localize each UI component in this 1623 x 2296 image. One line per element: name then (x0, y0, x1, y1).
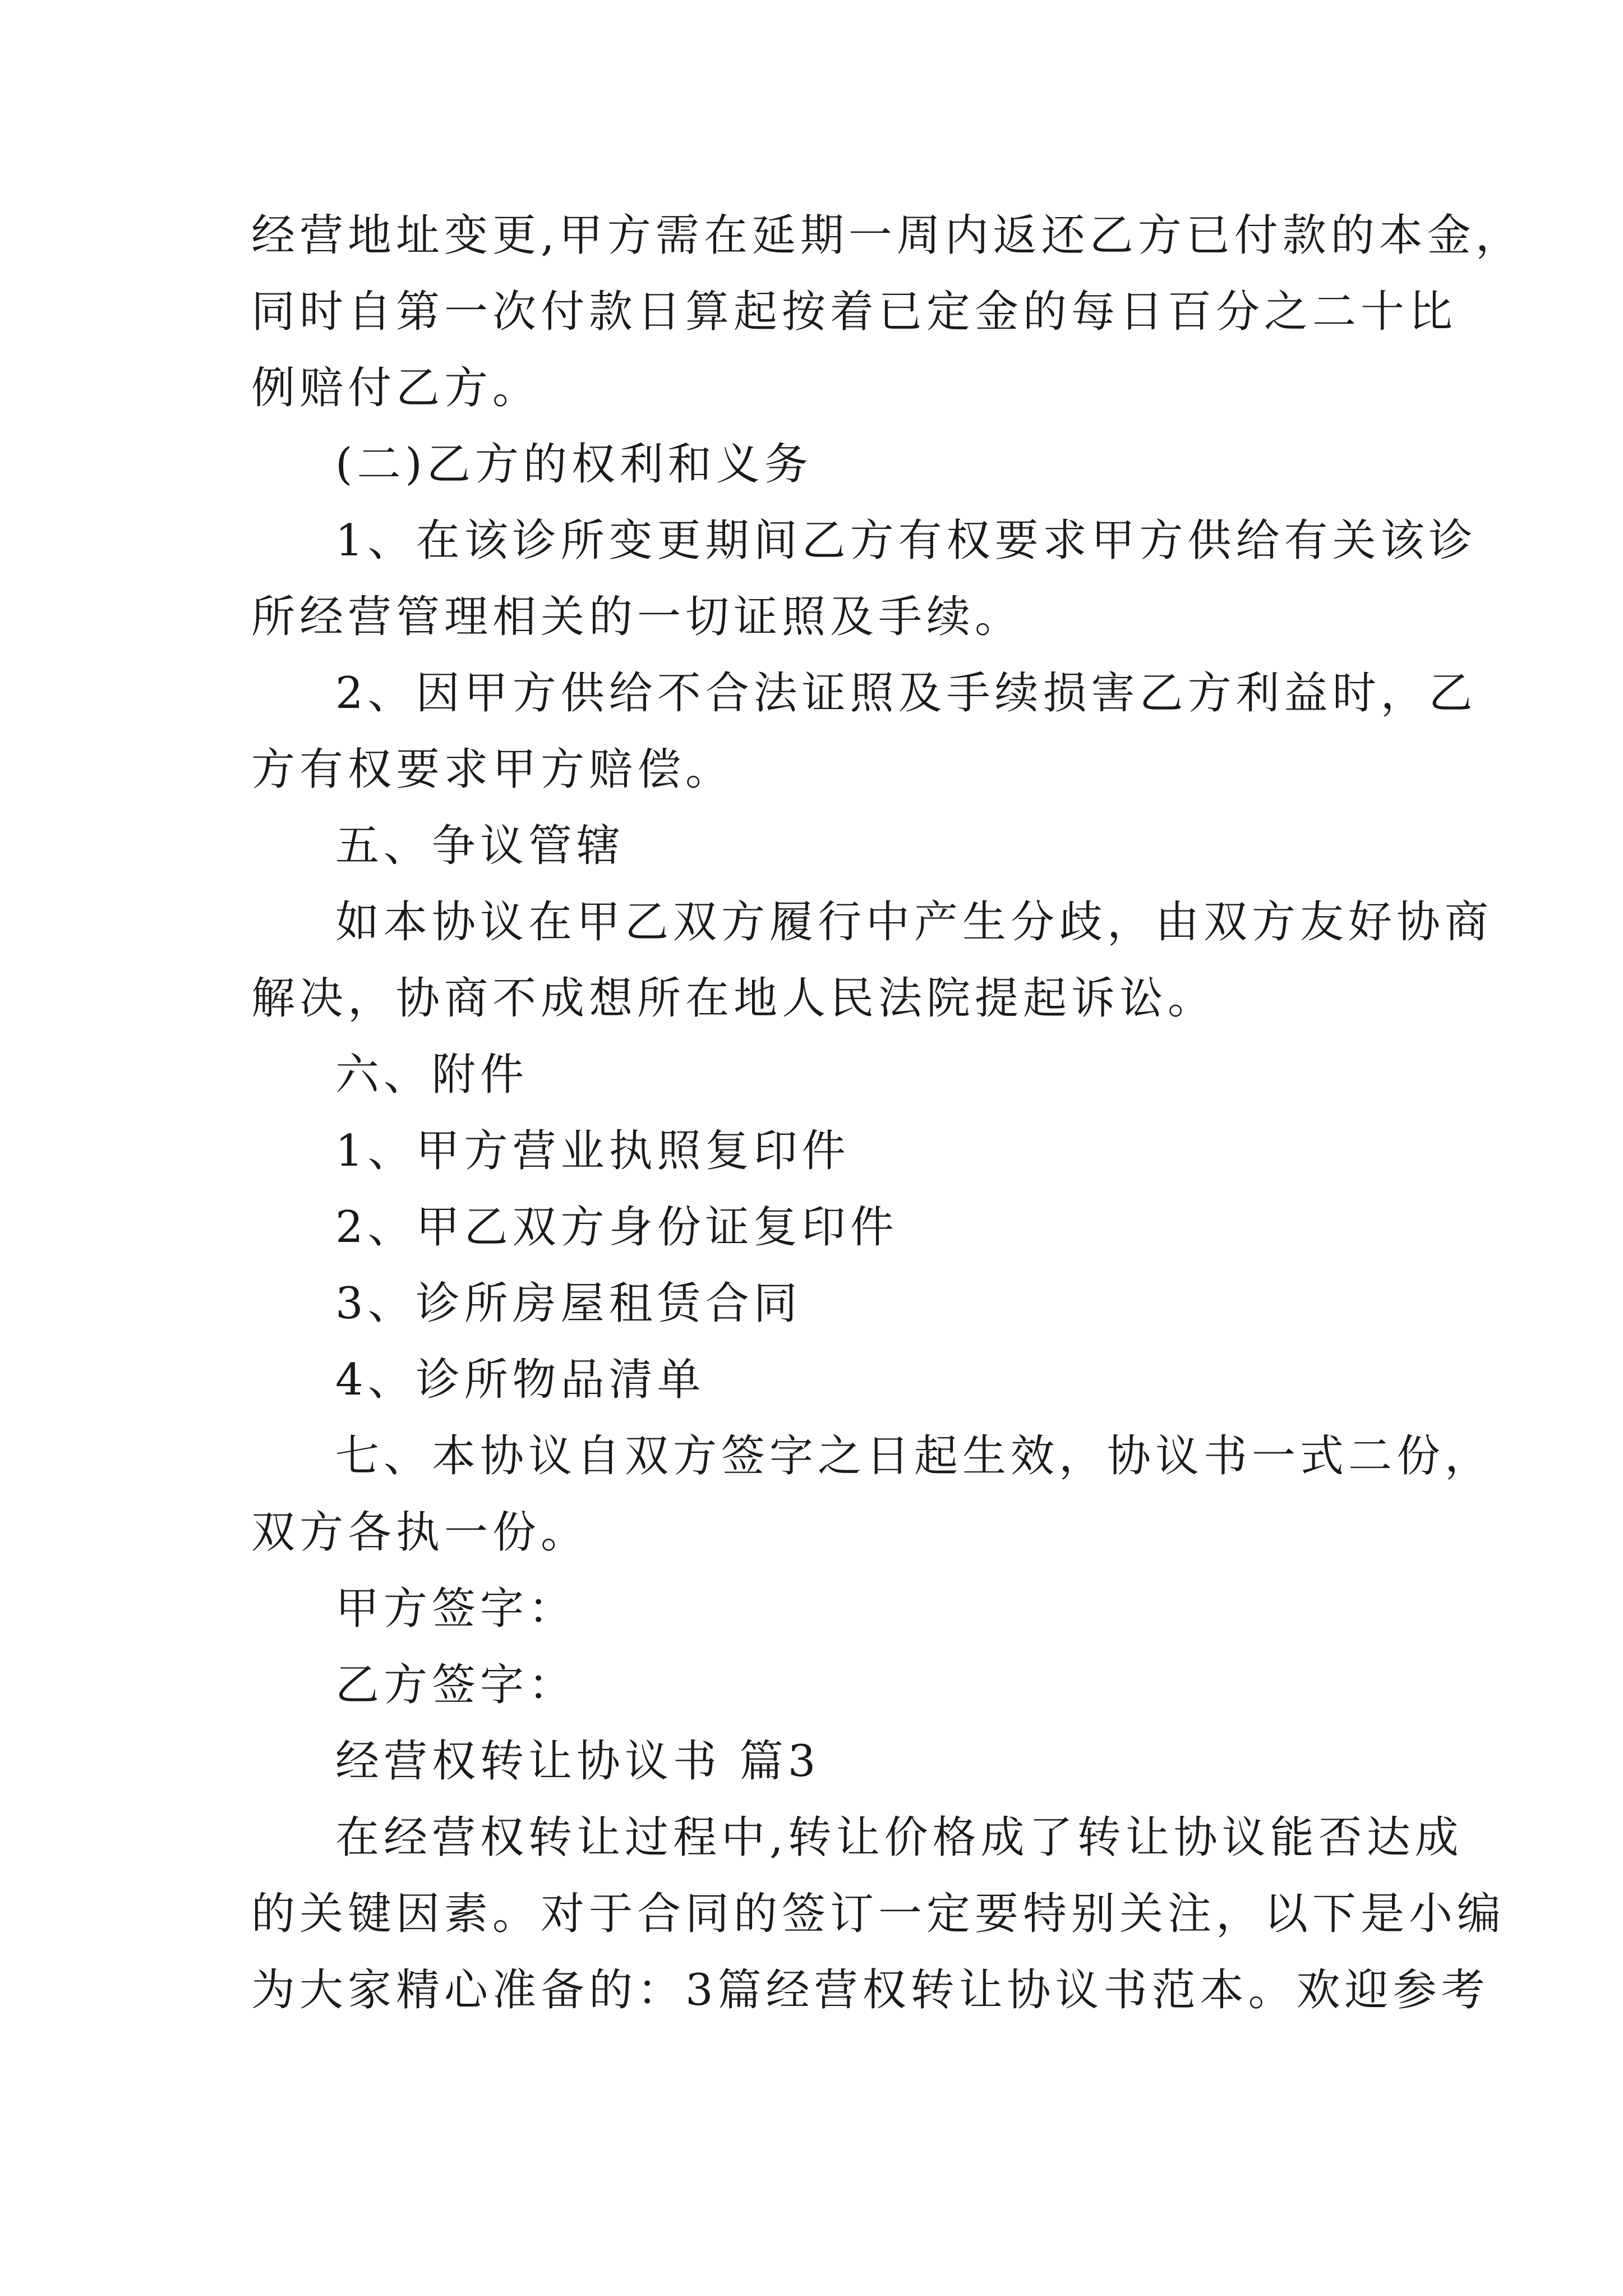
text-line: 如本协议在甲乙双方履行中产生分歧，由双方友好协商 (335, 897, 1493, 947)
list-item: 1、甲方营业执照复印件 (335, 1126, 850, 1176)
text-line: 所经营管理相关的一切证照及手续。 (251, 592, 1023, 642)
section-title: 经营权转让协议书 篇3 (335, 1736, 820, 1787)
document-body (251, 197, 1524, 2028)
text-line: 为大家精心准备的：3篇经营权转让协议书范本。欢迎参考 (251, 1965, 1490, 2016)
section-heading: 五、争议管辖 (335, 821, 625, 871)
text-line: 1、在该诊所变更期间乙方有权要求甲方供给有关该诊 (335, 516, 1477, 566)
text-line: 的关键因素。对于合同的签订一定要特别关注，以下是小编 (251, 1889, 1506, 1939)
section-heading: 六、附件 (335, 1050, 529, 1100)
section-heading: (二)乙方的权利和义务 (335, 439, 813, 490)
list-item: 3、诊所房屋租赁合同 (335, 1278, 802, 1329)
signature-label: 乙方签字： (335, 1660, 577, 1710)
text-line: 解决，协商不成想所在地人民法院提起诉讼。 (251, 973, 1216, 1024)
text-line: 同时自第一次付款日算起按着已定金的每日百分之二十比 (251, 287, 1458, 337)
text-line: 例赔付乙方。 (251, 363, 541, 413)
text-line: 双方各执一份。 (251, 1507, 589, 1558)
list-item: 4、诊所物品清单 (335, 1355, 706, 1405)
list-item: 2、甲乙双方身份证复印件 (335, 1202, 898, 1253)
text-line: 在经营权转让过程中,转让价格成了转让协议能否达成 (335, 1812, 1463, 1863)
text-line: 七、本协议自双方签字之日起生效，协议书一式二份， (335, 1431, 1493, 1481)
text-line: 方有权要求甲方赔偿。 (251, 744, 734, 795)
signature-label: 甲方签字： (335, 1584, 577, 1634)
text-line: 2、因甲方供给不合法证照及手续损害乙方利益时，乙 (335, 668, 1477, 719)
text-line: 经营地址变更,甲方需在延期一周内返还乙方已付款的本金， (251, 210, 1524, 261)
